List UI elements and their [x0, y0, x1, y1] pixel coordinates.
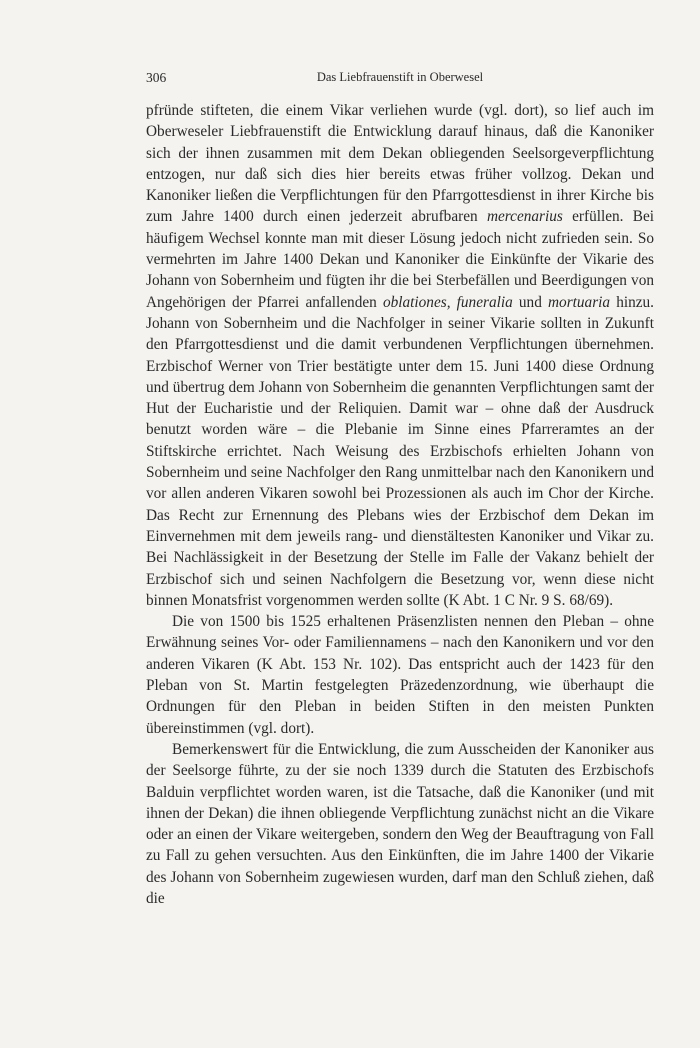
paragraph-1-text-b: erfüllen. Bei häufigem Wechsel konnte man mit dieser Lösung jedoch nicht zufrieden sein. So vermehrten im Jahre 1400 Dekan und Kanoniker die Einkünfte der Vikarie des Johann von Sobernheim und fügten ihr die bei Sterbefällen und Beerdigungen von Angehörigen der Pfarrei anfallenden — [146, 208, 655, 311]
italic-term-oblationes-funeralia: oblationes, funeralia — [382, 293, 513, 311]
italic-term-mortuaria: mortuaria — [548, 293, 611, 311]
page-body — [146, 100, 654, 909]
italic-term-mercenarius: mercenarius — [486, 208, 563, 226]
paragraph-1 — [146, 100, 654, 611]
paragraph-2: Die von 1500 bis 1525 erhaltenen Präsenzlisten nennen den Pleban – ohne Erwähnung seines Vor- oder Familiennamens – nach den Kanonikern und vor den anderen Vikaren (K Abt. 153 Nr. 102). Das entspricht auch der 1423 für den Pleban von St. Martin festgelegten Präzedenzordnung, wie überhaupt die Ordnungen für den Pleban in beiden Stiften in den meisten Punkten übereinstimmen (vgl. dort). — [146, 613, 654, 737]
page-number: 306 — [146, 70, 167, 85]
running-title: Das Liebfrauenstift in Oberwesel — [316, 70, 484, 84]
page-header — [146, 70, 654, 90]
paragraph-1-text-a: pfründe stifteten, die einem Vikar verliehen wurde (vgl. dort), so lief auch im Oberweseler Liebfrauenstift die Entwicklung darauf hinaus, daß die Kanoniker sich der ihnen zusammen mit dem Dekan obliegenden Seelsorgeverpflichtung entzogen, nur daß sich dies hier bereits etwas früher vollzog. Dekan und Kanoniker ließen die Verpflichtungen für den Pfarrgottesdienst in ihrer Kirche bis zum Jahre 1400 durch einen jederzeit abrufbaren — [146, 102, 654, 226]
paragraph-1-text-d: hinzu. Johann von Sobernheim und die Nachfolger in seiner Vikarie sollten in Zukunft den Pfarrgottesdienst und die damit verbundenen Verpflichtungen übernehmen. Erzbischof Werner von Trier bestätigte unter dem 15. Juni 1400 diese Ordnung und übertrug dem Johann von Sobernheim die genannten Verpflichtungen samt der Hut der Eucharistie und der Reliquien. Damit war – ohne daß der Ausdruck benutzt worden wäre – die Plebanie im Sinne eines Pfarreramtes an der Stiftskirche errichtet. Nach Weisung des Erzbischofs erhielten Johann von Sobernheim und seine Nachfolger den Rang unmittelbar nach den Kanonikern und vor allen anderen Vikaren sowohl bei Prozessionen als auch im Chor der Kirche. Das Recht zur Ernennung des Plebans wies der Erzbischof dem Dekan im Einvernehmen mit dem jeweils rang- und dienstältesten Kanoniker und Vikar zu. Bei Nachlässigkeit in der Besetzung der Stelle im Falle der Vakanz behielt der Erzbischof sich und seinen Nachfolgern die Besetzung vor, wenn diese nicht binnen Monatsfrist vorgenommen werden sollte (K Abt. 1 C Nr. 9 S. 68/69). — [146, 293, 655, 609]
paragraph-3: Bemerkenswert für die Entwicklung, die zum Ausscheiden der Kanoniker aus der Seelsorge führte, zu der sie noch 1339 durch die Statuten des Erzbischofs Balduin verpflichtet worden waren, ist die Tatsache, daß die Kanoniker (und mit ihnen der Dekan) die ihnen obliegende Verpflichtung zunächst nicht an die Vikare oder an einen der Vikare weitergeben, sondern den Weg der Beauftragung von Fall zu Fall zu gehen versuchten. Aus den Einkünften, die im Jahre 1400 der Vikarie des Johann von Sobernheim zugewiesen wurden, darf man den Schluß ziehen, daß die — [146, 740, 654, 907]
paragraph-1-text-c: und — [512, 293, 548, 311]
